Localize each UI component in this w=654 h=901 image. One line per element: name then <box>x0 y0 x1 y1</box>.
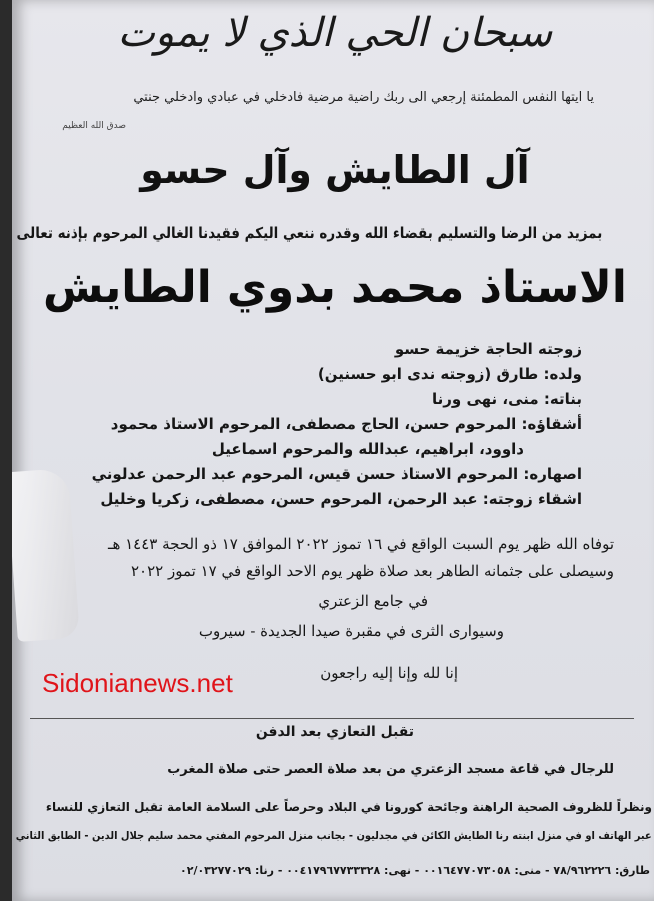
men-condolences: للرجال في قاعة مسجد الزعتري من بعد صلاة العصر حتى صلاة المغرب <box>167 762 614 777</box>
relative-line: اشقاء زوجته: عبد الرحمن، المرحوم حسن، مصطفى، زكريا وخليل <box>100 490 582 508</box>
announcement-intro: بمزيد من الرضا والتسليم بقضاء الله وقدره ننعي اليكم فقيدنا الغالي المرحوم بإذنه تعالى <box>16 224 602 242</box>
women-note: ونظراً للظروف الصحية الراهنة وجائحة كورونا في البلاد وحرصاً على السلامة العامة تقبل التعازي للنساء <box>45 800 652 814</box>
phone-condolences-line: عبر الهاتف او في منزل ابنته رنا الطايش الكائن في مجدليون - بجانب منزل المرحوم المفتي محمد سليم جلال الدين - الطابق الثاني <box>16 830 652 842</box>
tape-strip <box>12 468 80 642</box>
calligraphy-heading: سبحان الحي الذي لا يموت <box>117 10 553 56</box>
family-names: آل الطايش وآل حسو <box>140 148 530 192</box>
verse-source: صدق الله العظيم <box>62 121 126 131</box>
relative-line: ولده: طارق (زوجته ندى ابو حسنين) <box>317 365 582 383</box>
relative-line: بناته: منى، نهى ورنا <box>432 390 582 408</box>
contact-numbers: طارق: ٧٨/٩٦٢٢٢٦ - منى: ٠٠١٦٤٧٧٠٧٣٠٥٨ - نهى: ٠٠٤١٧٩٦٧٧٣٣٣٢٨ - رنا: ٠٢/٠٣٢٧٧٠٢٩ <box>180 864 650 877</box>
site-watermark: Sidonianews.net <box>42 668 233 698</box>
quran-verse: يا ايتها النفس المطمئنة إرجعي الى ربك راضية مرضية فادخلي في عبادي وادخلي جنتي <box>133 90 594 105</box>
relative-line: أشقاؤه: المرحوم حسن، الحاج مصطفى، المرحوم الاستاذ محمود <box>110 415 582 433</box>
relative-line: اصهاره: المرحوم الاستاذ حسن قيس، المرحوم عبد الرحمن عدلوني <box>91 465 582 483</box>
closing-verse: إنا لله وإنا إليه راجعون <box>320 664 458 682</box>
burial-line: وسيوارى الثرى في مقبرة صيدا الجديدة - سيروب <box>198 622 504 640</box>
obituary-sheet <box>12 0 654 901</box>
death-date-line: توفاه الله ظهر يوم السبت الواقع في ١٦ تموز ٢٠٢٢ الموافق ١٧ ذو الحجة ١٤٤٣ هـ <box>108 535 614 553</box>
relative-line: زوجته الحاجة خزيمة حسو <box>394 340 582 358</box>
relative-line: داوود، ابراهيم، عبدالله والمرحوم اسماعيل <box>211 440 524 458</box>
section-divider <box>30 718 634 719</box>
condolences-title: تقبل التعازي بعد الدفن <box>255 724 415 740</box>
deceased-name: الاستاذ محمد بدوي الطايش <box>43 262 627 313</box>
prayer-line: وسيصلى على جثمانه الطاهر بعد صلاة ظهر يوم الاحد الواقع في ١٧ تموز ٢٠٢٢ <box>130 562 614 580</box>
mosque-line: في جامع الزعتري <box>318 592 428 610</box>
